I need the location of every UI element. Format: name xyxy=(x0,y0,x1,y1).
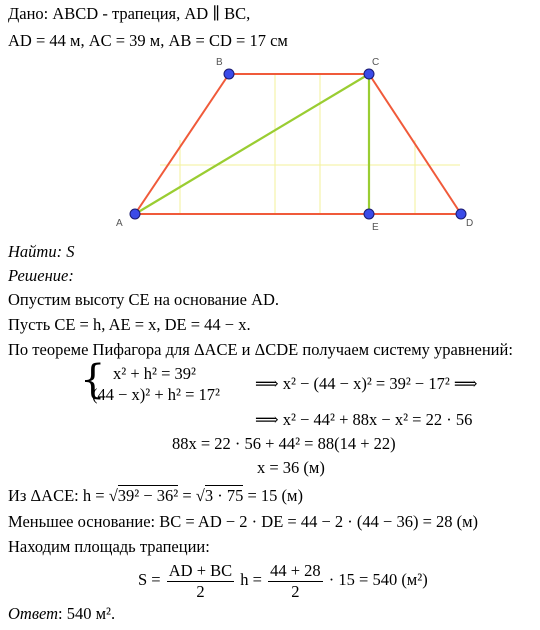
area-h: h = xyxy=(236,570,267,589)
h-mid: = xyxy=(178,486,196,505)
area-fraction-1 xyxy=(167,561,234,602)
h-suffix: = 15 (м) xyxy=(243,486,303,505)
system-result: ⟹ x² − (44 − x)² = 39² − 17² ⟹ xyxy=(255,374,478,393)
step-pythagoras: По теореме Пифагора для ΔACE и ΔCDE получаем систему уравнений: xyxy=(8,340,513,359)
area-tail: · 15 = 540 (м²) xyxy=(324,570,428,589)
area-formula xyxy=(138,558,428,602)
given-line-1: Дано: ABCD - трапеция, AD ∥ BC, xyxy=(8,4,251,23)
area-den-1: 2 xyxy=(196,581,205,601)
answer-label: Ответ xyxy=(8,604,59,623)
system-eq-1: x² + h² = 39² xyxy=(113,364,196,383)
step-height: Опустим высоту CE на основание AD. xyxy=(8,290,280,309)
diagonal-ac xyxy=(135,74,369,214)
point-d xyxy=(456,209,466,219)
label-e: E xyxy=(372,222,379,233)
area-num-2: 44 + 28 xyxy=(270,560,321,580)
area-s: S = xyxy=(138,570,165,589)
h-prefix: Из ΔACE: h = xyxy=(8,486,109,505)
answer-value: : 540 м². xyxy=(58,604,116,623)
find-line: Найти: S xyxy=(8,242,75,261)
given-line-2: AD = 44 м, AC = 39 м, AB = CD = 17 см xyxy=(8,31,288,50)
system-eq-2: (44 − x)² + h² = 17² xyxy=(92,385,220,404)
label-b: B xyxy=(216,57,223,68)
label-d: D xyxy=(466,218,474,229)
equation-3: x = 36 (м) xyxy=(257,458,325,477)
trapezoid-figure xyxy=(0,0,540,240)
step-let: Пусть CE = h, AE = x, DE = 44 − x. xyxy=(8,315,251,334)
sqrt-sign-2: √ xyxy=(195,486,205,505)
area-fraction-2 xyxy=(268,561,323,602)
step-area-intro: Находим площадь трапеции: xyxy=(8,537,210,556)
h-radicand-2: 3 · 75 xyxy=(204,486,244,505)
solution-label: Решение: xyxy=(8,266,74,285)
step-h xyxy=(8,486,303,506)
sqrt-sign-1: √ xyxy=(108,486,118,505)
side-ab xyxy=(135,74,229,214)
answer-line xyxy=(8,604,115,624)
point-b xyxy=(224,69,234,79)
system-brace: { xyxy=(80,357,106,403)
point-a xyxy=(130,209,140,219)
step-bc: Меньшее основание: BC = AD − 2 · DE = 44 − 2 · (44 − 36) = 28 (м) xyxy=(8,512,479,531)
equation-1: ⟹ x² − 44² + 88x − x² = 22 · 56 xyxy=(255,410,473,429)
h-radicand-1: 39² − 36² xyxy=(117,486,179,505)
area-den-2: 2 xyxy=(291,581,300,601)
area-num-1: AD + BC xyxy=(168,560,233,580)
label-a: A xyxy=(116,218,123,229)
label-c: C xyxy=(372,57,380,68)
equation-2: 88x = 22 · 56 + 44² = 88(14 + 22) xyxy=(172,434,396,453)
